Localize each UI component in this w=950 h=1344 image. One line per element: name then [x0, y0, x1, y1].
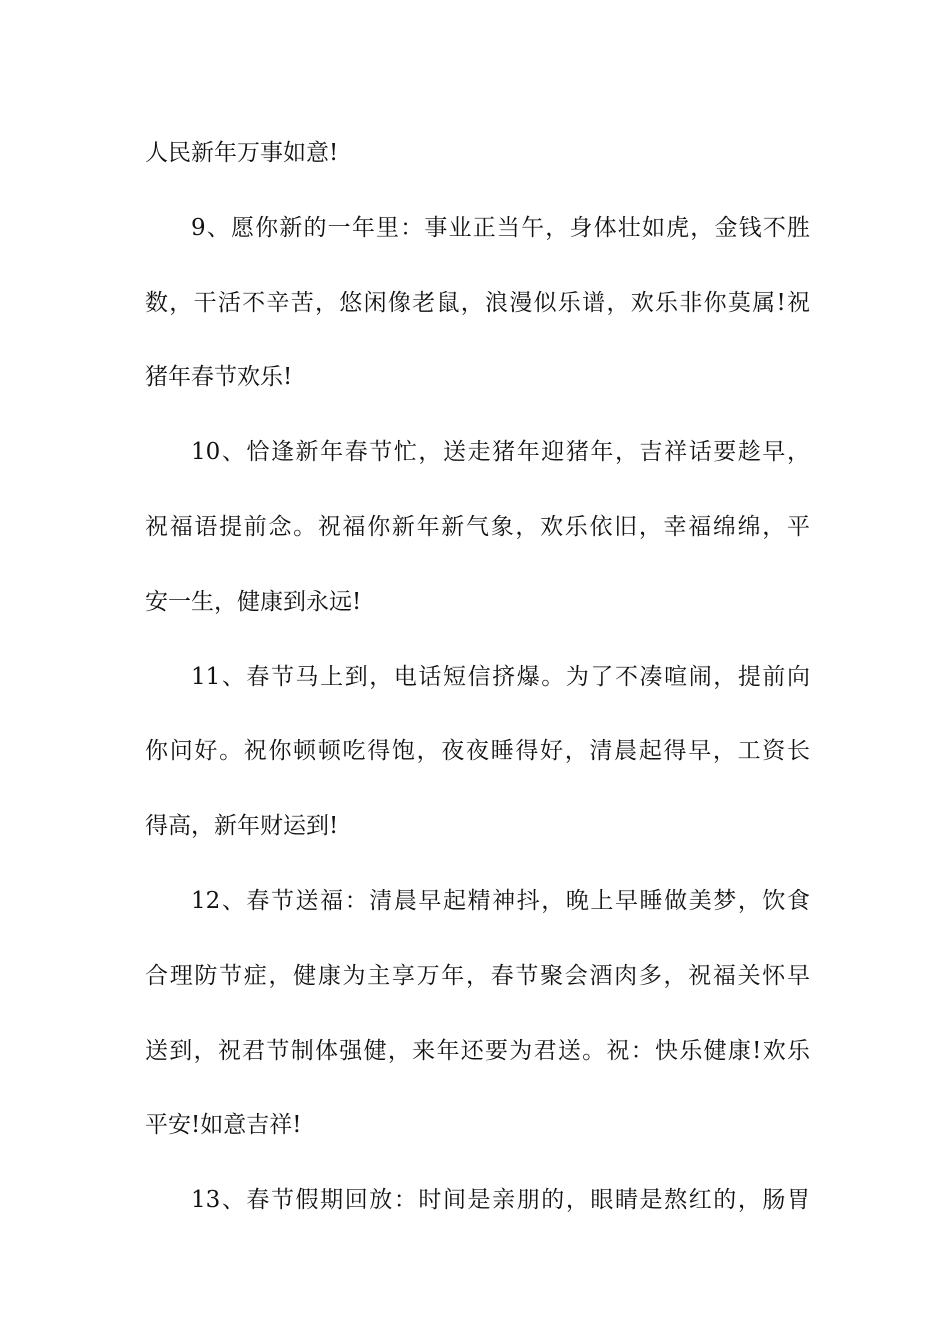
- text-line: 送到，祝君节制体强健，来年还要为君送。祝：快乐健康!欢乐: [145, 1037, 810, 1064]
- text-line: 猪年春节欢乐!: [145, 364, 293, 391]
- text-line: 你问好。祝你顿顿吃得饱，夜夜睡得好，清晨起得早，工资长: [145, 738, 810, 765]
- text-line: 数，干活不辛苦，悠闲像老鼠，浪漫似乐谱，欢乐非你莫属!祝: [145, 289, 810, 316]
- text-line: 平安!如意吉祥!: [145, 1112, 302, 1139]
- text-line: 祝福语提前念。祝福你新年新气象，欢乐依旧，幸福绵绵，平: [145, 513, 810, 540]
- text-line: 安一生，健康到永远!: [145, 588, 362, 615]
- text-line: 11、春节马上到，电话短信挤爆。为了不凑喧闹，提前向: [191, 663, 810, 690]
- text-line: 9、愿你新的一年里：事业正当午，身体壮如虎，金钱不胜: [191, 214, 810, 241]
- text-line: 12、春节送福：清晨早起精神抖，晚上早睡做美梦，饮食: [191, 887, 810, 914]
- text-line: 人民新年万事如意!: [145, 140, 339, 166]
- text-line: 10、恰逢新年春节忙，送走猪年迎猪年，吉祥话要趁早，: [191, 439, 810, 466]
- text-line: 13、春节假期回放：时间是亲朋的，眼睛是熬红的，肠胃: [191, 1187, 810, 1214]
- document-body: [145, 127, 810, 1249]
- text-line: 合理防节症，健康为主享万年，春节聚会酒肉多，祝福关怀早: [145, 962, 810, 989]
- text-line: 得高，新年财运到!: [145, 813, 339, 840]
